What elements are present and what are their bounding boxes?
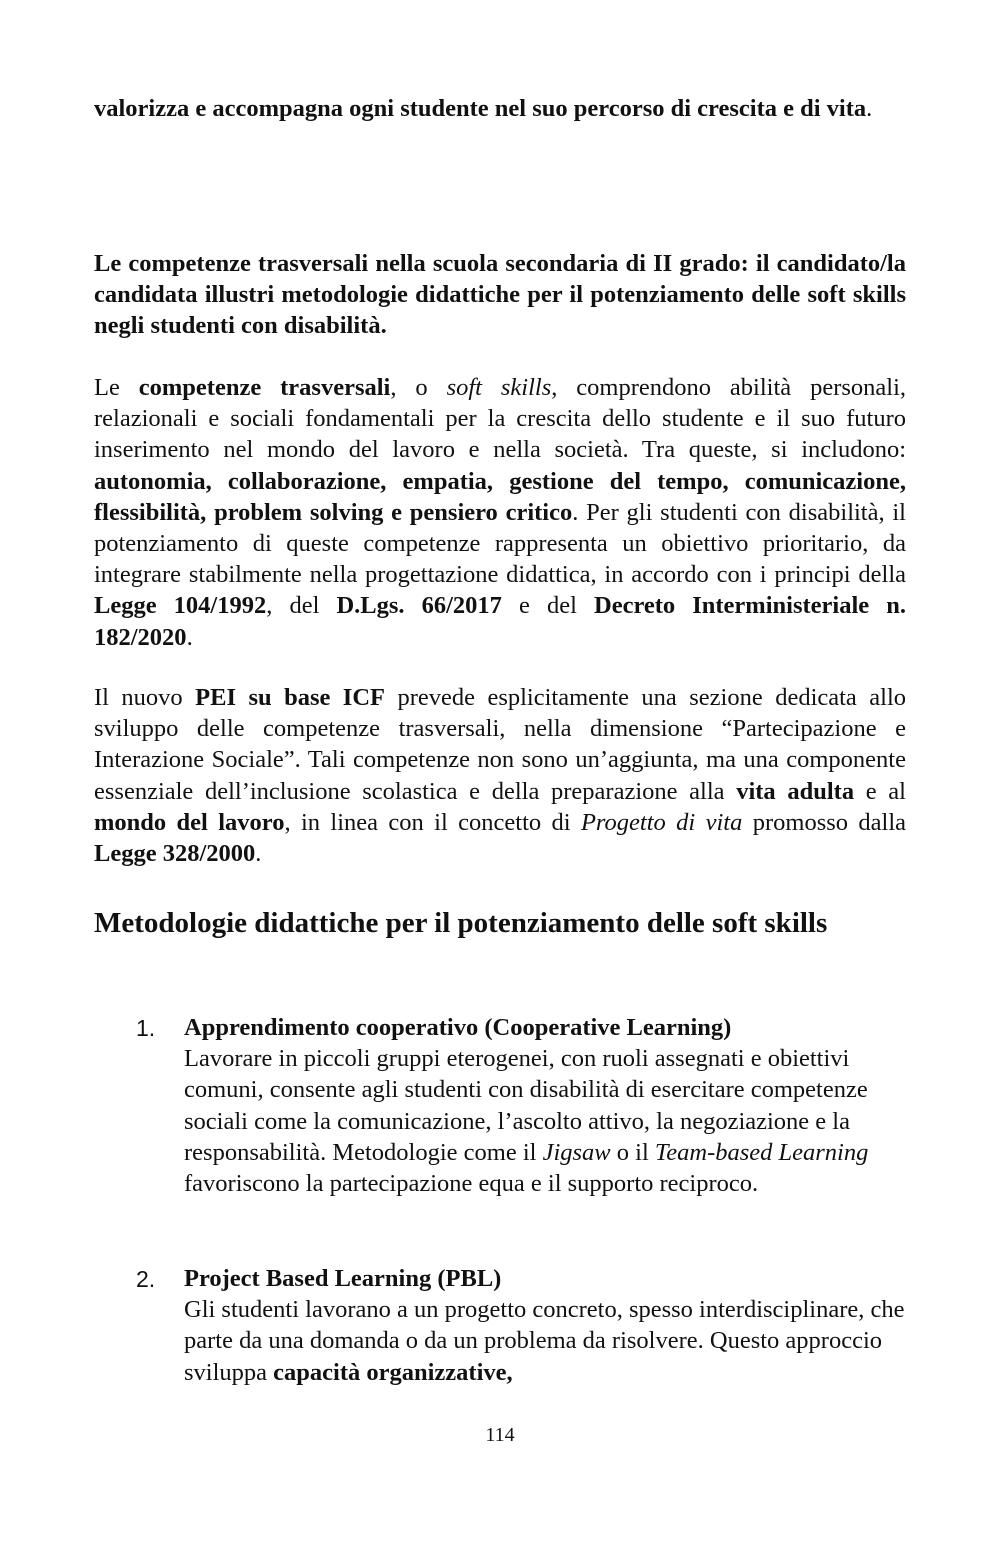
- text: prevede esplicitamente una sezione dedicata allo sviluppo delle competenze trasversali, nella dimensione “Partecipazione e Interazione Sociale”. Tali competenze non sono un’aggiunta, ma una componente essenziale dell’inclusione scolastica e della preparazione alla: [94, 684, 907, 805]
- bold-term: capacità organizzative,: [273, 1358, 513, 1386]
- bold-term: vita adulta: [736, 777, 855, 805]
- list-number: 1.: [136, 1015, 156, 1041]
- law-reference: Legge 328/2000: [94, 840, 256, 868]
- text: promosso dalla: [742, 808, 906, 836]
- list-item-cooperative-learning: [184, 1012, 914, 1199]
- italic-term: soft skills: [446, 374, 552, 401]
- text: Lavorare in piccoli gruppi eterogenei, con ruoli assegnati e obiettivi comuni, consente agli studenti con disabilità di esercitare competenze sociali come la comunicazione, l’ascolto attivo, la negoziazione e la responsabilità. Metodologie come il: [184, 1045, 868, 1166]
- text: favoriscono la partecipazione equa e il supporto reciproco.: [184, 1170, 759, 1198]
- text: , comprendono abilità personali, relazionali e sociali fondamentali per la crescita dello studente e il suo futuro inserimento nel mondo del lavoro e nella società. Tra queste, si includono:: [94, 374, 907, 464]
- text: e al: [854, 777, 906, 805]
- text: , in linea con il concetto di: [284, 808, 581, 836]
- law-reference: Legge 104/1992: [94, 592, 267, 620]
- bold-term: mondo del lavoro: [94, 808, 285, 836]
- italic-term: Progetto di vita: [580, 808, 743, 836]
- text: . Per gli studenti con disabilità, il potenziamento di queste competenze rappresenta un obiettivo prioritario, da integrare stabilmente nella progettazione didattica, in accordo con i principi della: [94, 498, 906, 589]
- list-item-pbl: [184, 1263, 914, 1388]
- text: e del: [501, 592, 594, 620]
- bold-term: competenze trasversali: [138, 374, 391, 401]
- bold-term: PEI su base ICF: [195, 684, 386, 711]
- text: Le: [94, 374, 139, 401]
- bold-term: autonomia, collaborazione, empatia, gestione del tempo, comunicazione, flessibilità, problem solving e pensiero critico: [94, 467, 906, 526]
- paragraph-pei: [94, 682, 906, 869]
- section-heading: Metodologie didattiche per il potenziamento delle soft skills: [94, 907, 828, 939]
- text: o il: [610, 1138, 655, 1166]
- page-number: 114: [485, 1424, 515, 1446]
- intro-bold: valorizza e accompagna ogni studente nel suo percorso di crescita e di vita: [94, 95, 867, 122]
- list-number: 2.: [136, 1266, 156, 1292]
- intro-paragraph: [94, 93, 906, 124]
- text: , o: [390, 374, 447, 401]
- text: Gli studenti lavorano a un progetto concreto, spesso interdisciplinare, che parte da una domanda o da un problema da risolvere. Questo approccio sviluppa: [184, 1296, 905, 1386]
- law-reference: Decreto Interministeriale n. 182/2020: [94, 592, 906, 651]
- text: .: [186, 623, 193, 651]
- text: , del: [266, 592, 337, 620]
- italic-term: Team-based Learning: [654, 1138, 869, 1166]
- text: .: [255, 840, 262, 868]
- law-reference: D.Lgs. 66/2017: [336, 592, 502, 620]
- exam-question: Le competenze trasversali nella scuola secondaria di II grado: il candidato/la candidata illustri metodologie didattiche per il potenziamento delle soft skills negli studenti con disabilità.: [94, 250, 906, 340]
- list-item-title: Apprendimento cooperativo (Cooperative Learning): [184, 1014, 732, 1041]
- intro-end: .: [866, 95, 873, 122]
- list-item-title: Project Based Learning (PBL): [184, 1265, 502, 1292]
- paragraph-soft-skills: [94, 372, 906, 653]
- text: Il nuovo: [94, 684, 196, 711]
- italic-term: Jigsaw: [542, 1138, 611, 1166]
